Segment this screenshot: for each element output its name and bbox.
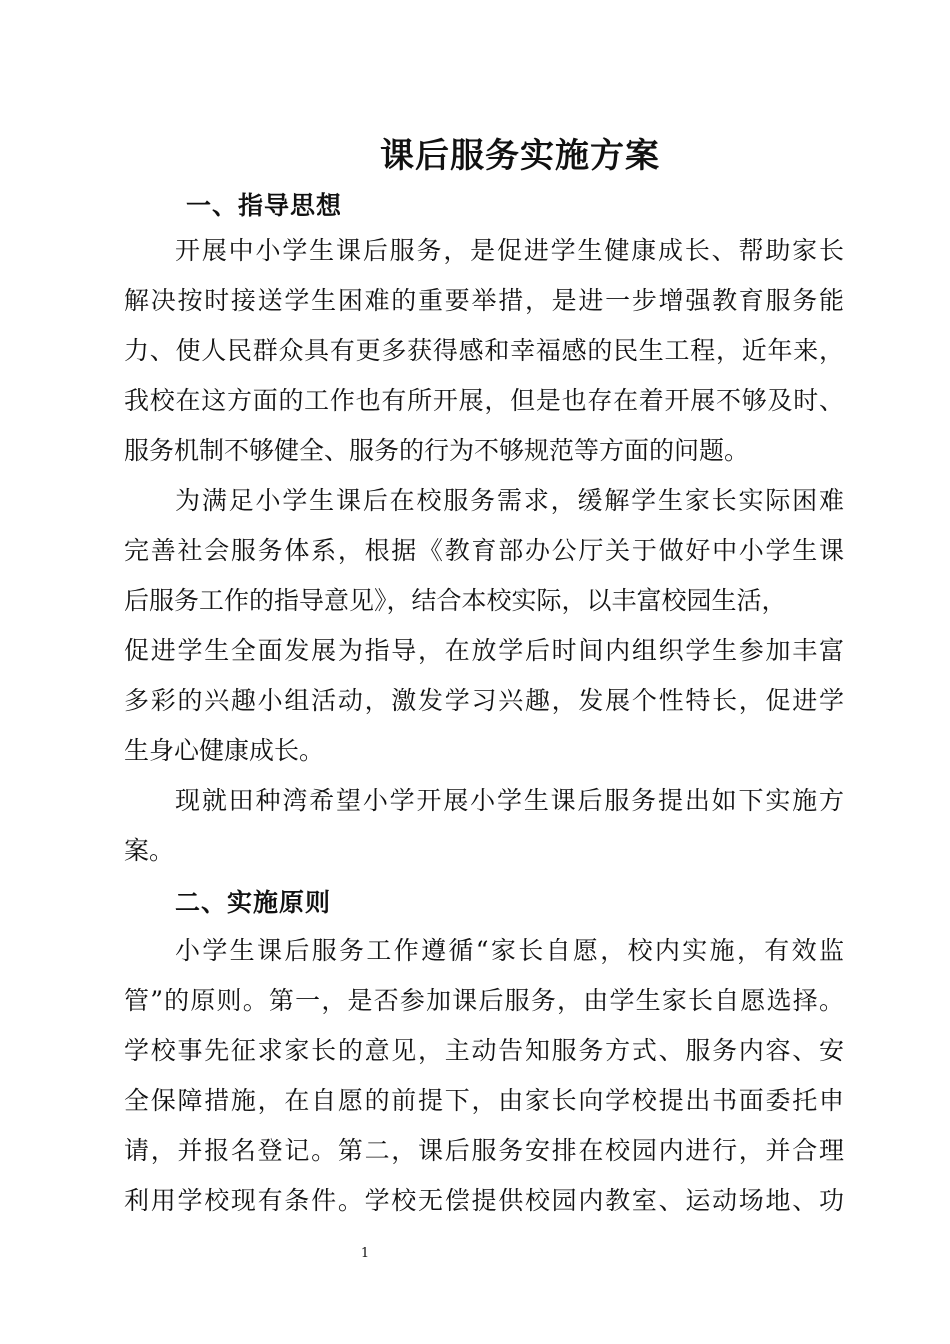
paragraph-line: 服务机制不够健全、服务的行为不够规范等方面的问题。 [124,436,750,465]
section-heading-guiding-ideology: 一、指导思想 [186,191,343,220]
paragraph-line: 开展中小学生课后服务，是促进学生健康成长、帮助家长 [175,236,844,265]
paragraph-line: 全保障措施，在自愿的前提下，由家长向学校提出书面委托申 [124,1086,844,1115]
paragraph-line: 解决按时接送学生困难的重要举措，是进一步增强教育服务能 [124,286,844,315]
paragraph-line: 案。 [124,836,175,865]
paragraph-line: 后服务工作的指导意见》，结合本校实际，以丰富校园生活， [124,586,787,615]
paragraph-line: 小学生课后服务工作遵循“家长自愿，校内实施，有效监 [175,936,844,965]
document-title: 课后服务实施方案 [380,136,660,176]
page-number: 1 [360,1246,370,1261]
paragraph-line: 生身心健康成长。 [124,736,325,765]
paragraph-line: 我校在这方面的工作也有所开展，但是也存在着开展不够及时、 [124,386,844,415]
paragraph-line: 完善社会服务体系，根据《教育部办公厅关于做好中小学生课 [124,536,844,565]
paragraph-line: 多彩的兴趣小组活动，激发学习兴趣，发展个性特长，促进学 [124,686,844,715]
section-heading-principles: 二、实施原则 [175,888,332,917]
paragraph-line: 利用学校现有条件。学校无偿提供校园内教室、运动场地、功 [124,1186,844,1215]
paragraph-line: 请，并报名登记。第二，课后服务安排在校园内进行，并合理 [124,1136,844,1165]
paragraph-line: 管”的原则。第一，是否参加课后服务，由学生家长自愿选择。 [124,986,844,1015]
paragraph-line: 力、使人民群众具有更多获得感和幸福感的民生工程，近年来， [124,336,844,365]
paragraph-line: 现就田种湾希望小学开展小学生课后服务提出如下实施方 [175,786,844,815]
paragraph-line: 促进学生全面发展为指导，在放学后时间内组织学生参加丰富 [124,636,844,665]
paragraph-line: 学校事先征求家长的意见，主动告知服务方式、服务内容、安 [124,1036,844,1065]
paragraph-line: 为满足小学生课后在校服务需求，缓解学生家长实际困难 [175,486,844,515]
